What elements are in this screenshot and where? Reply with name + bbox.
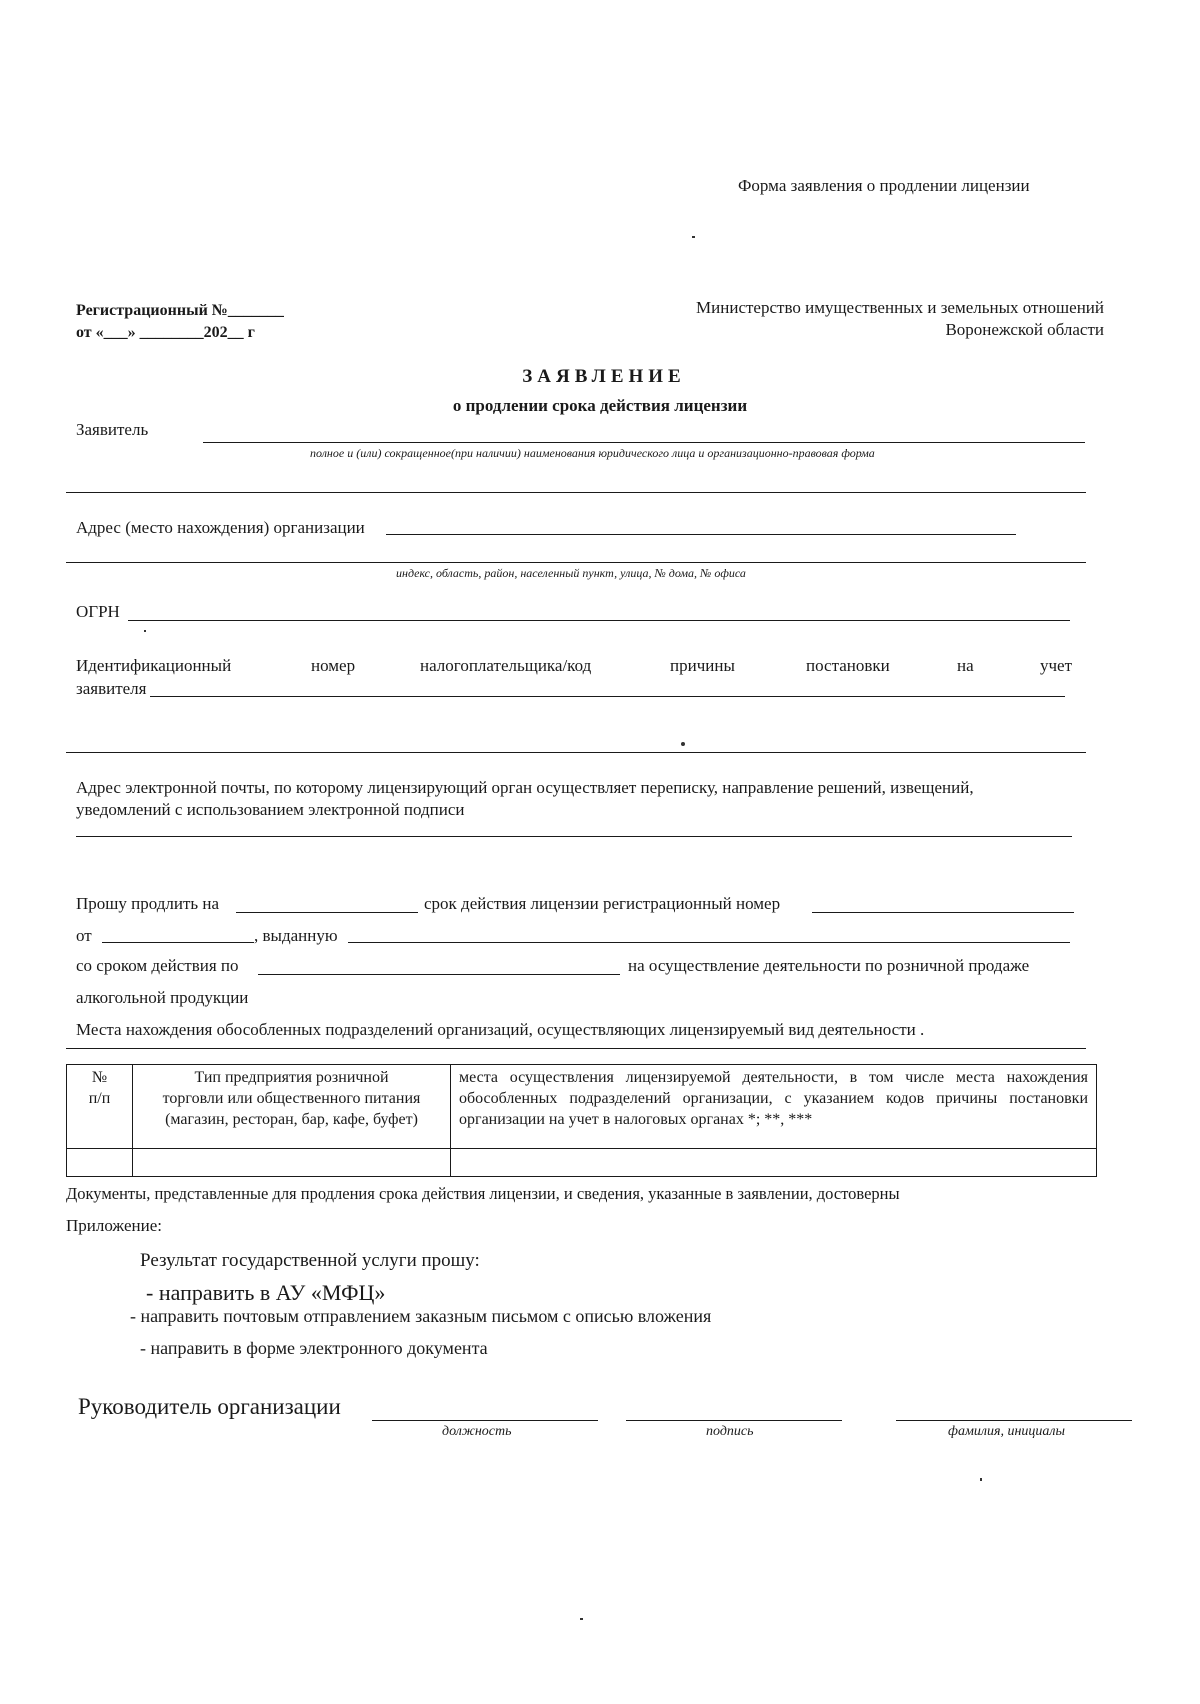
- result-option-mfc[interactable]: - направить в АУ «МФЦ»: [146, 1280, 386, 1305]
- license-number-line[interactable]: [812, 912, 1074, 913]
- address-line-2[interactable]: [66, 562, 1086, 563]
- inn-word-1: Идентификационный: [76, 656, 232, 675]
- name-hint: фамилия, инициалы: [948, 1424, 1066, 1439]
- inn-word-4: причины: [670, 656, 735, 675]
- table-cell-type[interactable]: [133, 1149, 451, 1177]
- name-line[interactable]: [896, 1420, 1132, 1421]
- inn-word-2: номер: [311, 656, 356, 675]
- email-line[interactable]: [76, 836, 1072, 837]
- position-line[interactable]: [372, 1420, 598, 1421]
- prolong-term-line[interactable]: [236, 912, 418, 913]
- from-label: от: [76, 926, 92, 945]
- scan-speck: [681, 742, 685, 746]
- prolong-mid: срок действия лицензии регистрационный номер: [424, 894, 781, 913]
- ogrn-line[interactable]: [128, 620, 1070, 621]
- inn-line-2[interactable]: [66, 752, 1086, 753]
- documents-statement: Документы, представленные для продления срока действия лицензии, и сведения, указанные в заявлении, достоверны: [66, 1184, 900, 1203]
- scan-speck: [144, 630, 146, 632]
- applicant-name-line-2[interactable]: [66, 492, 1086, 493]
- table-header-number: № п/п: [67, 1065, 133, 1149]
- term-until-line[interactable]: [258, 974, 620, 975]
- email-label-line2: уведомлений с использованием электронной подписи: [76, 800, 465, 819]
- result-heading: Результат государственной услуги прошу:: [140, 1250, 480, 1271]
- places-line[interactable]: [66, 1048, 1086, 1049]
- address-label: Адрес (место нахождения) организации: [76, 518, 365, 537]
- ministry-name-line1: Министерство имущественных и земельных отношений: [696, 298, 1104, 317]
- address-hint: индекс, область, район, населенный пункт, улица, № дома, № офиса: [396, 566, 746, 580]
- signature-label: Руководитель организации: [78, 1394, 341, 1419]
- places-label: Места нахождения обособленных подразделений организаций, осуществляющих лицензируемый вид деятельности .: [76, 1020, 925, 1039]
- places-table: [66, 1064, 1097, 1177]
- inn-line2-label: заявителя: [76, 679, 147, 698]
- signature-hint: подпись: [706, 1424, 754, 1439]
- issued-by-line[interactable]: [348, 942, 1070, 943]
- license-date-line[interactable]: [102, 942, 254, 943]
- page-subtitle: о продлении срока действия лицензии: [452, 396, 748, 415]
- applicant-name-line[interactable]: [203, 442, 1085, 443]
- issued-label: , выданную: [254, 926, 338, 945]
- ogrn-label: ОГРН: [76, 602, 120, 621]
- result-option-post[interactable]: - направить почтовым отправлением заказным письмом с описью вложения: [130, 1306, 712, 1326]
- email-label-line1: Адрес электронной почты, по которому лицензирующий орган осуществляет переписку, направление решений, извещений,: [76, 778, 974, 797]
- inn-line[interactable]: [150, 696, 1065, 697]
- term-suffix: на осуществление деятельности по розничной продаже: [628, 956, 1030, 975]
- registration-date-label: от «___» ________202__ г: [76, 324, 255, 341]
- inn-word-5: постановки: [806, 656, 890, 675]
- table-cell-number[interactable]: [67, 1149, 133, 1177]
- table-header-row: [67, 1065, 1097, 1149]
- inn-word-6: на: [957, 656, 974, 675]
- prolong-prefix: Прошу продлить на: [76, 894, 220, 913]
- form-caption: Форма заявления о продлении лицензии: [738, 176, 1030, 195]
- attachment-label: Приложение:: [66, 1216, 162, 1235]
- signature-line[interactable]: [626, 1420, 842, 1421]
- term-line2: алкогольной продукции: [76, 988, 249, 1007]
- applicant-label: Заявитель: [76, 420, 149, 439]
- term-prefix: со сроком действия по: [76, 956, 239, 975]
- table-header-type: Тип предприятия розничной торговли или общественного питания (магазин, ресторан, бар, кафе, буфет): [133, 1065, 451, 1149]
- ministry-name-line2: Воронежской области: [945, 320, 1104, 339]
- table-cell-places[interactable]: [451, 1149, 1097, 1177]
- table-row[interactable]: [67, 1149, 1097, 1177]
- address-line[interactable]: [386, 534, 1016, 535]
- inn-word-7: учет: [1040, 656, 1073, 675]
- scan-speck: [980, 1478, 982, 1481]
- applicant-name-hint: полное и (или) сокращенное(при наличии) наименования юридического лица и организационно-правовая форма: [310, 446, 875, 460]
- position-hint: должность: [442, 1424, 512, 1439]
- page-title: ЗАЯВЛЕНИЕ: [522, 366, 686, 387]
- scan-speck: [580, 1618, 583, 1620]
- result-option-electronic[interactable]: - направить в форме электронного документа: [140, 1338, 488, 1358]
- registration-number-label: Регистрационный №_______: [76, 302, 284, 319]
- inn-word-3: налогоплательщика/код: [420, 656, 592, 675]
- scan-speck: [692, 236, 695, 238]
- table-header-places: места осуществления лицензируемой деятельности, в том числе места нахождения обособленных подразделений организации, с указанием кодов причины постановки организации на учет в налоговых органах *; **, ***: [451, 1065, 1097, 1149]
